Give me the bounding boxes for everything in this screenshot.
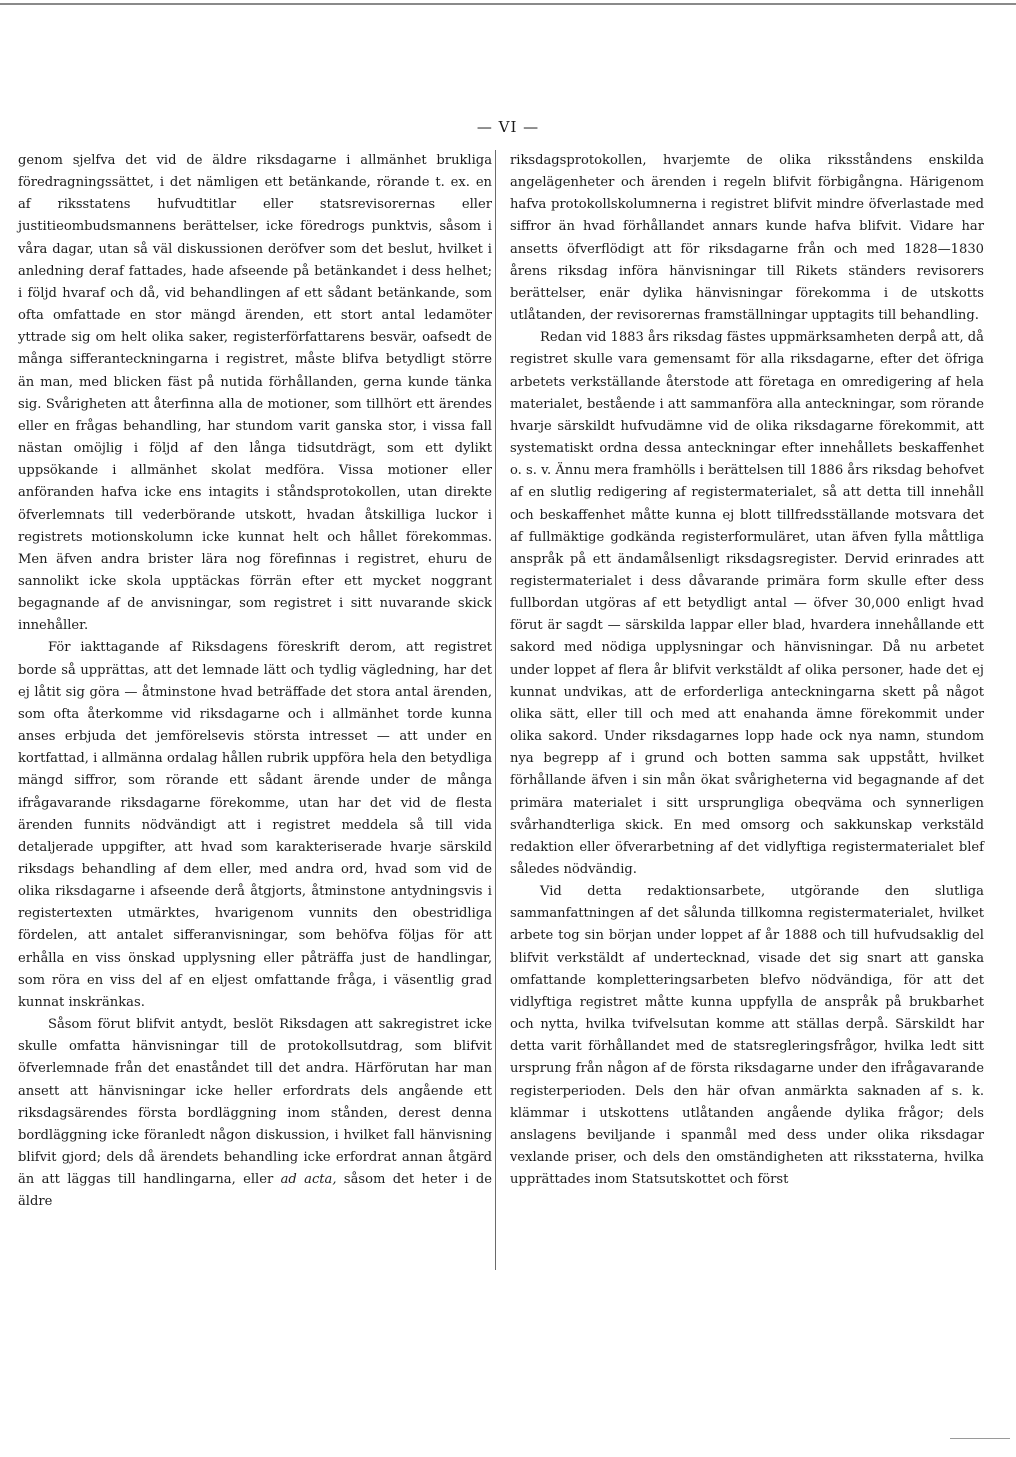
right-paragraph-2: Redan vid 1883 års riksdag fästes uppmärksamheten derpå att, då registret skulle vara gemensamt för alla riksdagarne, efter det öfriga arbetets verkställande återstode att företaga en omredigering af hela materialet, bestående i att sammanföra alla anteckningar, som rörande hvarje särskildt hufvudämne vid de olika riksdagarne förekommit, att systematiskt ordna dessa anteckningar efter innehållets beskaffenhet o. s. v. Ännu mera framhölls i berättelsen till 1886 års riksdag behofvet af en slutlig redigering af registermaterialet, så att detta till innehåll och beskaffenhet måtte kunna ej blott tillfredsställande motsvara det af fullmäktige godkända registerformuläret, utan äfven fylla måttliga anspråk på ett ändamålsenligt riksdagsregister. Dervid erinrades att registermaterialet i dess dåvarande primära form skulle efter dess fullbordan utgöras af ett betydligt antal — öfver 30,000 enligt hvad förut är sagdt — särskilda lappar eller blad, hvardera innehållande ett sakord med nödiga upplysningar och hänvisningar. Då nu arbetet under loppet af flera år blifvit verkstäldt af olika personer, hade det ej kunnat undvikas, att de erforderliga anteckningarna skett på något olika sätt, eller till och med att enahanda ämne förekommit under olika sakord. Under riksdagarnes lopp hade ock nya namn, stundom nya begrepp af i grund och botten samma sak uppstått, hvilket förhållande äfven i sin mån ökat svårigheterna vid begagnande af det primära materialet i sitt ursprungliga obeqväma och synnerligen svårhandterliga skick. En med omsorg och sakkunskap verkstäld redaktion eller öfverarbetning af det vidlyftiga registermaterialet blef således nödvändig. <box>510 330 984 877</box>
top-edge-rule <box>0 3 1016 5</box>
column-divider <box>495 150 496 1270</box>
left-paragraph-1: genom sjelfva det vid de äldre riksdagarne i allmänhet brukliga föredragningssättet, i det nämligen ett betänkande, rörande t. ex. en af riksstatens hufvudtitlar eller statsrevisorernas eller justitieombudsmannens berättelser, icke föredrogs punktvis, såsom i våra dagar, utan så väl diskussionen deröfver som det beslut, hvilket i anledning deraf fattades, hade afseende på betänkandet i dess helhet; i följd hvaraf och då, vid behandlingen af ett sådant betänkande, som ofta omfattade en stor mängd ärenden, ett stort antal ledamöter yttrade sig om helt olika saker, registerförfattarens besvär, oafsedt de många sifferanteckningarna i registret, måste blifva betydligt större än man, med blicken fäst på nutida förhållanden, gerna kunde tänka sig. Svårigheten att återfinna alla de motioner, som tillhört ett ärendes eller en frågas behandling, har stundom varit ganska stor, i vissa fall nästan omöjlig i följd af den långa tidsutdrägt, som ett dylikt uppsökande i allmänhet skolat medföra. Vissa motioner eller anföranden hafva icke ens intagits i ståndsprotokollen, utan direkte öfverlemnats till vederbörande utskott, hvadan åtskilliga luckor i registrets motionskolumn icke kunnat helt och hållet förekommas. Men äfven andra brister lära nog förefinnas i registret, ehuru de sannolikt icke skola upptäckas förrän efter ett mycket noggrant begagnande af de anvisningar, som registret i sitt nuvarande skick innehåller. <box>18 153 492 634</box>
left-paragraph-3-tail: såsom det heter i de äldre <box>18 1172 492 1210</box>
left-paragraph-3 <box>18 1014 492 1213</box>
right-paragraph-3: Vid detta redaktionsarbete, utgörande den slutliga sammanfattningen af det sålunda tillkomna registermaterialet, hvilket arbete tog sin början under loppet af år 1888 och till hufvudsaklig del blifvit verkstäldt af undertecknad, visade det sig snart att ganska omfattande kompletteringsarbeten blefvo nödvändiga, för att det vidlyftiga registret måtte kunna uppfylla de anspråk på brukbarhet och nytta, hvilka tvifvelsutan komme att ställas derpå. Särskildt har detta varit förhållandet med de statsregleringsfrågor, hvilka ledt sitt ursprung från någon af de första riksdagarne under den ifrågavarande registerperioden. Dels den här ofvan anmärkta saknaden af s. k. klämmar i utskottens utlåtanden angående dylika frågor; dels anslagens beviljande i spanmål med dess under olika riksdagar vexlande priser, och dels den omständigheten att riksstaterna, hvilka upprättades inom Statsutskottet och först <box>510 884 984 1188</box>
page-number: — VI — <box>476 118 540 136</box>
right-paragraph-1: riksdagsprotokollen, hvarjemte de olika riksståndens enskilda angelägenheter och ärenden i regeln blifvit förbigångna. Härigenom hafva protokollskolumnerna i registret blifvit mindre öfverlastade med siffror än hvad förhållandet annars kunde hafva blifvit. Vidare har ansetts öfverflödigt att för riksdagarne från och med 1828—1830 årens riksdag införa hänvisningar till Rikets ständers revisorers berättelser, enär dylika hänvisningar förekomma i de utskotts utlåtanden, der revisorernas framställningar upptagits till behandling. <box>510 153 984 324</box>
left-paragraph-2: För iakttagande af Riksdagens föreskrift derom, att registret borde så upprättas, att det lemnade lätt och tydlig vägledning, har det ej låtit sig göra — åtminstone hvad beträffade det stora antal ärenden, som ofta återkomme vid riksdagarne och i allmänhet torde kunna anses erbjuda det jemförelsevis största intresset — att under en kortfattad, i allmänna ordalag hållen rubrik uppföra hela den betydliga mängd siffror, som rörande ett sådant ärende under de många ifrågavarande riksdagarne förekomme, utan har det vid de flesta ärenden funnits nödvändigt att i registret meddela så till vida detaljerade uppgifter, att hvad som karakteriserade hvarje särskild riksdags behandling af dem eller, med andra ord, hvad som vid de olika riksdagarne i afseende derå åtgjorts, åtminstone antydningsvis i registertexten utmärktes, hvarigenom vunnits den obestridliga fördelen, att antalet sifferanvisningar, som behöfva följas för att erhålla en viss önskad upplysning eller påträffa just de handlingar, som röra en viss del af en eljest omfattande fråga, i väsentlig grad kunnat inskränkas. <box>18 640 492 1010</box>
left-paragraph-3-text: Såsom förut blifvit antydt, beslöt Riksdagen att sakregistret icke skulle omfatta hänvisningar till de protokollsutdrag, som blifvit öfverlemnade från det enaståndet till det andra. Härförutan har man ansett att hänvisningar icke heller erfordrats dels angående ett riksdagsärendes första bordläggning inom stånden, derest denna bordläggning icke föranledt någon diskussion, i hvilket fall hänvisning blifvit gjord; dels då ärendets behandling icke erfordrat annan åtgärd än att läggas till handlingarna, eller <box>18 1017 492 1188</box>
bottom-edge-mark <box>950 1438 1010 1439</box>
right-column <box>510 150 984 1191</box>
latin-phrase: ad acta, <box>280 1172 337 1188</box>
left-column <box>18 150 492 1214</box>
